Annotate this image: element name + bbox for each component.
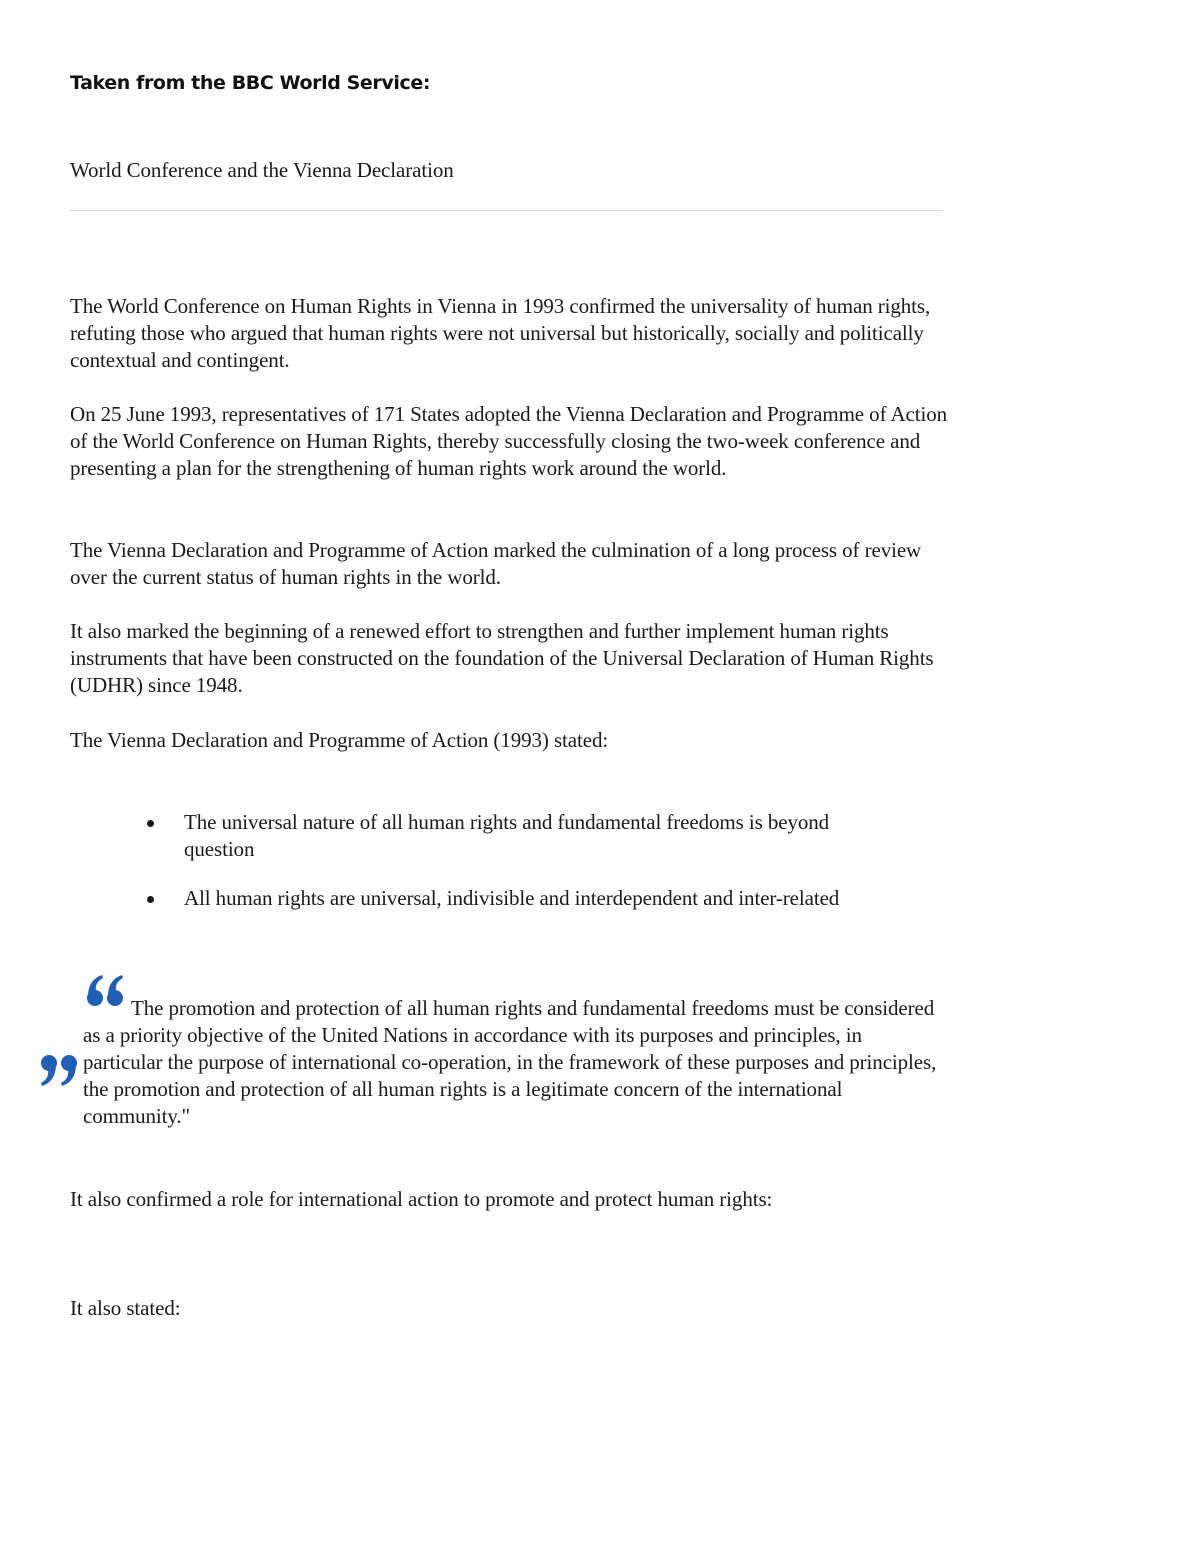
paragraph-universality: The World Conference on Human Rights in Vienna in 1993 confirmed the universality of human rights, refuting those who argued that human rights were not universal but historically, socially and politically contextual and contingent.: [70, 294, 931, 372]
list-item-text: The universal nature of all human rights and fundamental freedoms is beyond question: [184, 810, 830, 861]
blockquote-text: The promotion and protection of all human rights and fundamental freedoms must be considered as a priority objective of the United Nations in accordance with its purposes and principles, in particular the purpose of international co-operation, in the framework of these purposes and principles, the promotion and protection of all human rights is a legitimate concern of the international community.": [83, 996, 937, 1128]
paragraph-renewed-effort: It also marked the beginning of a renewed effort to strengthen and further implement human rights instruments that have been constructed on the foundation of the Universal Declaration of Human Rights (UDHR) since 1948.: [70, 619, 934, 697]
bullet-icon: [147, 896, 154, 903]
list-item-text: All human rights are universal, indivisible and interdependent and inter-related: [184, 886, 840, 910]
declaration-bullet-list: [142, 809, 862, 934]
document-title: World Conference and the Vienna Declaration: [70, 158, 454, 182]
bullet-icon: [147, 820, 154, 827]
paragraph-culmination: The Vienna Declaration and Programme of Action marked the culmination of a long process of review over the current status of human rights in the world.: [70, 538, 922, 589]
quote-close-icon: [36, 1049, 80, 1093]
list-item: [142, 885, 862, 912]
paragraph-stated: The Vienna Declaration and Programme of Action (1993) stated:: [70, 728, 609, 752]
title-divider: [70, 210, 943, 211]
list-item: [142, 809, 862, 863]
paragraph-also-stated: It also stated:: [70, 1296, 181, 1320]
paragraph-adoption: On 25 June 1993, representatives of 171 States adopted the Vienna Declaration and Programme of Action of the World Conference on Human Rights, thereby successfully closing the two-week conference and presenting a plan for the strengthening of human rights work around the world.: [70, 402, 948, 480]
source-heading: Taken from the BBC World Service:: [70, 72, 431, 94]
paragraph-international-action: It also confirmed a role for international action to promote and protect human rights:: [70, 1187, 773, 1211]
